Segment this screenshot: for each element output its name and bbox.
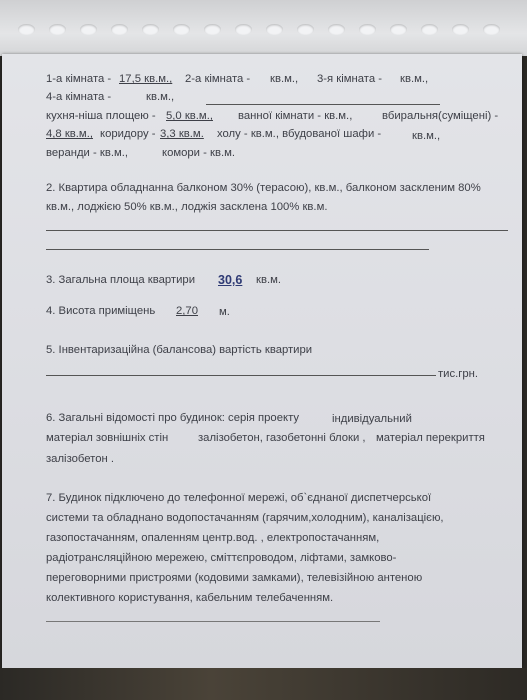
punch-holes [18,24,500,35]
room-3-unit: кв.м., [400,73,429,85]
punch-hole [297,24,314,35]
section-7-line-2: системи та обладнано водопостачанням (гарячим,холодним), каналізацією, [46,512,444,524]
floor-material-label: матеріал перекриття [376,432,485,444]
section-2-line-2: кв.м., лоджією 50% кв.м., лоджія засклена 100% кв.м. [46,201,328,213]
room-height-unit: м. [219,306,230,318]
corridor-area: 3,3 кв.м. [160,128,204,140]
room-1-label: 1-а кімната - [46,73,112,85]
punch-hole [390,24,407,35]
punch-hole [235,24,252,35]
document-page [2,54,522,668]
section-7-line-4: радіотрансляційною мережею, сміттєпроводом, ліфтами, замково- [46,552,397,564]
punch-hole [18,24,35,35]
punch-hole [173,24,190,35]
kitchen-label: кухня-ніша площею - [46,110,156,122]
blank-line [46,249,429,250]
total-area-unit: кв.м. [256,274,281,286]
room-height-value: 2,70 [176,305,198,317]
punch-hole [266,24,283,35]
inventory-value-label: 5. Інвентаризаційна (балансова) вартість квартири [46,344,313,356]
blank-line [46,230,508,231]
punch-hole [483,24,500,35]
room-3-label: 3-я кімната - [317,73,383,85]
toilet-label: вбиральня(суміщені) - [382,110,499,122]
section-7-line-6: колективного користування, кабельним телебаченням. [46,592,334,604]
background-surface [0,668,527,700]
project-series-value: індивідуальний [332,413,412,425]
blank-line [206,104,440,105]
room-2-unit: кв.м., [270,73,299,85]
punch-hole [80,24,97,35]
floor-material-value: залізобетон . [46,453,114,465]
toilet-area: 4,8 кв.м., [46,128,93,140]
bathroom-label: ванної кімнати - кв.м., [238,110,353,122]
total-area-label: 3. Загальна площа квартири [46,274,196,286]
total-area-value: 30,6 [218,273,243,287]
section-2-line-1: 2. Квартира обладнанна балконом 30% (терасою), кв.м., балконом засклeним 80% [46,182,481,194]
punch-hole [328,24,345,35]
veranda-label: веранди - кв.м., [46,147,129,159]
room-4-unit: кв.м., [146,91,175,103]
punch-hole [421,24,438,35]
punch-hole [111,24,128,35]
sheet-protector-top [0,0,527,56]
blank-line [46,621,380,622]
punch-hole [452,24,469,35]
section-7-line-3: газопостачанням, опаленням центр.вод. , електропостачанням, [46,532,380,544]
punch-hole [204,24,221,35]
wardrobe-unit: кв.м., [412,130,441,142]
room-1-area: 17,5 кв.м., [119,73,173,85]
hall-label: холу - кв.м., вбудованої шафи - [217,128,382,140]
blank-line [46,375,436,376]
punch-hole [49,24,66,35]
corridor-label: коридору - [100,128,156,140]
inventory-value-unit: тис.грн. [438,368,479,380]
punch-hole [359,24,376,35]
section-7-line-5: переговорними пристроями (кодовими замками), телевізійною антеною [46,572,423,584]
punch-hole [142,24,159,35]
room-4-label: 4-а кімната - [46,91,112,103]
wall-material-value: залізобетон, газобетонні блоки , [198,432,366,444]
building-info-label: 6. Загальні відомості про будинок: серія проекту [46,412,300,424]
kitchen-area: 5,0 кв.м., [166,110,213,122]
room-height-label: 4. Висота приміщень [46,305,156,317]
pantry-label: комори - кв.м. [162,147,236,159]
room-2-label: 2-а кімната - [185,73,251,85]
section-7-line-1: 7. Будинок підключено до телефонної мережі, об`єднаної диспетчерської [46,492,432,504]
wall-material-label: матеріал зовнішніх стін [46,432,169,444]
